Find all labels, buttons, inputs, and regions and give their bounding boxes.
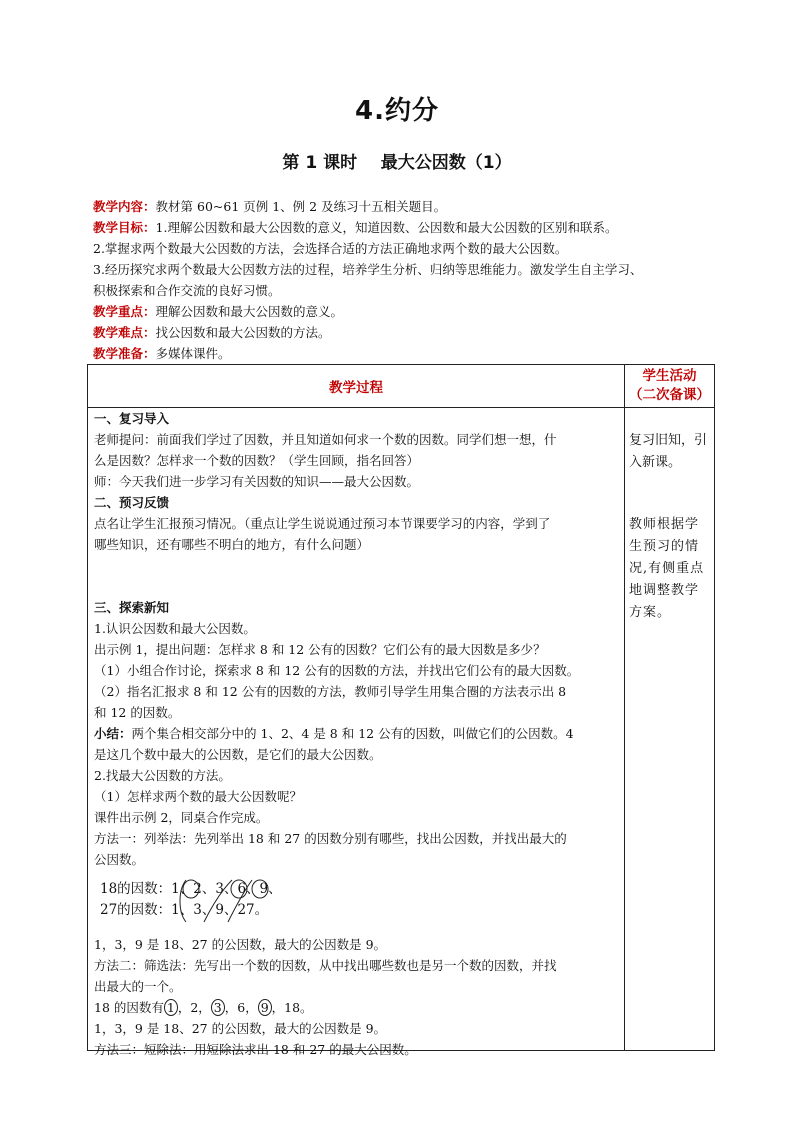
goal-3b: 积极探索和合作交流的良好习惯。 [93,283,281,298]
circled-factor-3: 3 [211,999,225,1016]
summary-text: 两个集合相交部分中的 1、2、4 是 8 和 12 公有的因数，叫做它们的公因数。4 [131,726,574,741]
result-1: 1，3，9 是 18、27 的公因数，最大的公因数是 9。 [94,937,387,952]
method-3: 方法三：短除法：用短除法求出 18 和 27 的最大公因数。 [94,1042,417,1057]
difficulty-line [93,322,723,343]
side-note-adjust [629,514,713,624]
section-3-line-8: 课件出示例 2，同桌合作完成。 [94,810,269,825]
lesson-subtitle: 第 1 课时 最大公因数（1） [282,153,512,173]
section-1-line-3: 师：今天我们进一步学习有关因数的知识——最大公因数。 [94,474,420,489]
difficulty-label: 教学难点： [93,325,156,340]
prep-label: 教学准备： [93,346,156,361]
difficulty-text: 找公因数和最大公因数的方法。 [155,325,331,340]
method-2-line-2: 出最大的一个。 [94,979,182,994]
section-3-line-7: （1）怎样求两个数的最大公因数呢？ [94,789,302,804]
side-note-2-line-4: 地调整教学 [629,583,700,598]
side-note-1-line-1: 复习旧知，引 [629,433,708,448]
lesson-intro [93,196,723,364]
section-1-line-1: 老师提问：前面我们学过了因数，并且知道如何求一个数的因数。同学们想一想，什 [94,432,557,447]
column-divider [624,365,625,1050]
section-2-title: 二、预习反馈 [94,495,170,510]
section-3-line-6: 2.找最大公因数的方法。 [94,768,231,783]
key-text: 理解公因数和最大公因数的意义。 [155,304,344,319]
method-1-line-1: 方法一：列举法：先列举出 18 和 27 的因数分别有哪些，找出公因数，并找出最大的 [94,831,567,846]
summary-line [94,723,620,744]
summary-label: 小结： [94,726,132,741]
prep-line [93,343,723,364]
header-side-line-2: （二次备课） [629,387,710,403]
factor-row-18: 18的因数：1、2、3、6、9、 [100,881,282,897]
goal-3a: 3.经历探究求两个数最大公因数方法的过程，培养学生分析、归纳等思维能力。激发学生自主学习、 [93,262,643,277]
side-note-1-line-2: 入新课。 [629,455,682,470]
side-note-review [629,430,713,474]
side-note-2-line-2: 生预习的情 [629,539,700,554]
factor-tail: ，18。 [271,1000,313,1015]
section-1-line-2: 么是因数？怎样求一个数的因数？（学生回顾，指名回答） [94,453,420,468]
content-line [93,196,723,217]
section-3-line-4: （2）指名汇报求 8 和 12 公有的因数的方法，教师引导学生用集合圈的方法表示出 8 [94,684,567,699]
common-factor-loops [100,876,300,928]
section-1-title: 一、复习导入 [94,411,170,426]
header-teaching-process: 教学过程 [329,380,383,396]
lesson-table [87,364,715,1057]
content-label: 教学内容： [93,199,156,214]
factor-row-27: 27的因数：1、3、9、27。 [100,902,269,918]
section-3-line-3: （1）小组合作讨论，探索求 8 和 12 公有的因数的方法，并找出它们公有的最大因数。 [94,663,580,678]
factors-of-18-line [94,997,620,1018]
key-label: 教学重点： [93,304,156,319]
summary-line-2: 是这几个数中最大的公因数，是它们的最大公因数。 [94,747,382,762]
side-note-2-line-5: 方案。 [629,605,672,620]
section-3-title: 三、探索新知 [94,600,170,615]
section-3-line-5: 和 12 的因数。 [94,705,181,720]
section-3-line-2: 出示例 1，提出问题：怎样求 8 和 12 公有的因数？它们公有的最大因数是多少？ [94,642,546,657]
goal-2: 2.掌握求两个数最大公因数的方法，会选择合适的方法正确地求两个数的最大公因数。 [93,241,568,256]
factor-sep-2: ，6， [224,1000,258,1015]
blank-space [94,555,620,597]
section-2-line-1: 点名让学生汇报预习情况。（重点让学生说说通过预习本节课要学习的内容，学到了 [94,516,551,531]
header-side-line-1: 学生活动 [642,368,697,384]
goals-label: 教学目标： [93,220,156,235]
factor-list-figure [100,876,620,928]
teaching-process-body [94,408,620,1060]
method-1-line-2: 公因数。 [94,852,145,867]
side-note-2-line-3: 况,有侧重点 [629,561,705,576]
goals-text: 1.理解公因数和最大公因数的意义，知道因数、公因数和最大公因数的区别和联系。 [155,220,618,235]
side-note-2-line-1: 教师根据学 [629,517,700,532]
key-line [93,301,723,322]
method-2-line-1: 方法二：筛选法：先写出一个数的因数，从中找出哪些数也是另一个数的因数，并找 [94,958,557,973]
factor-sep-1: ，2， [177,1000,211,1015]
goals-line [93,217,723,238]
circled-factor-1: 1 [164,999,178,1016]
content-text: 教材第 60~61 页例 1、例 2 及练习十五相关题目。 [155,199,447,214]
result-2: 1，3，9 是 18、27 的公因数，最大的公因数是 9。 [94,1021,387,1036]
page-title: 4.约分 [355,96,439,126]
section-2-line-2: 哪些知识，还有哪些不明白的地方，有什么问题） [94,537,370,552]
section-3-line-1: 1.认识公因数和最大公因数。 [94,621,256,636]
circled-factor-9: 9 [258,999,272,1016]
prep-text: 多媒体课件。 [155,346,231,361]
header-student-activity [625,367,714,405]
factors-prefix: 18 的因数有 [94,1000,164,1015]
